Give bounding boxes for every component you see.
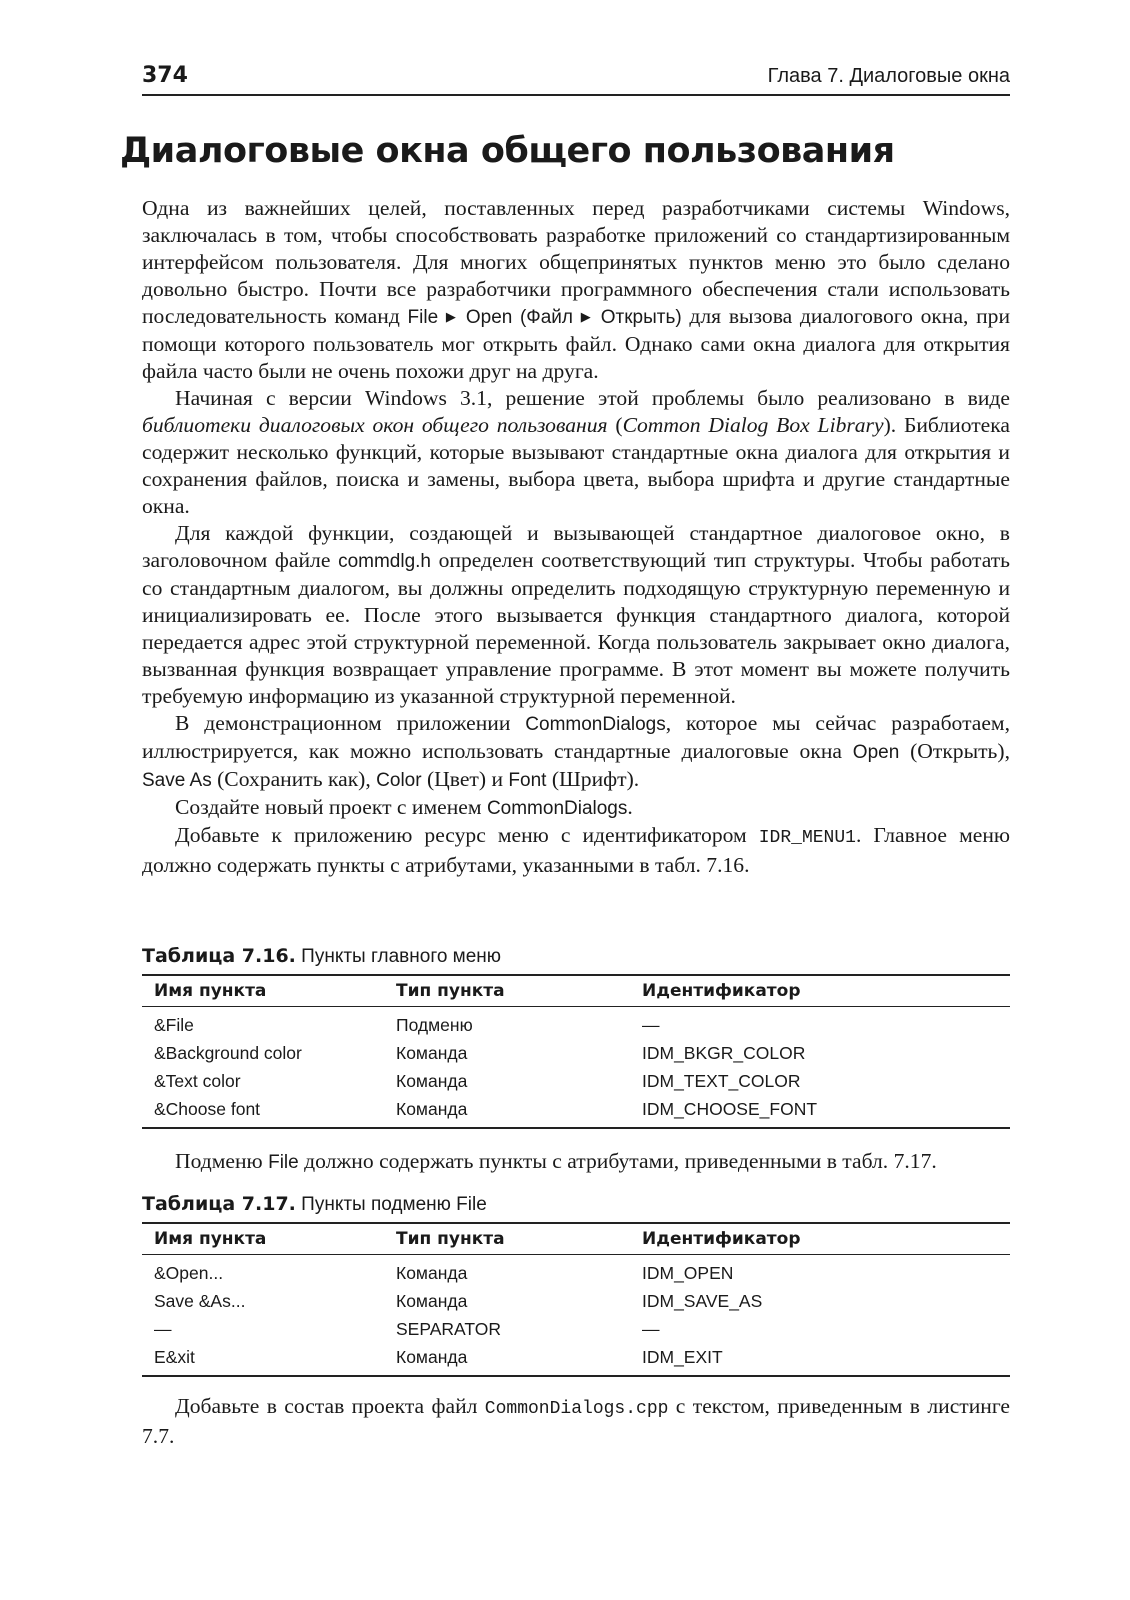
table-cell: Команда bbox=[384, 1343, 630, 1376]
text-run: . Главное меню должно содержать пункты с атрибутами, указанными в табл. 7.16. bbox=[142, 823, 1011, 877]
chapter-title: Глава 7. Диалоговые окна bbox=[767, 65, 1010, 87]
table-cell: IDM_BKGR_COLOR bbox=[642, 1042, 806, 1063]
table-cell: &Choose font bbox=[142, 1095, 384, 1128]
table-cell: &Open... bbox=[154, 1262, 224, 1283]
paragraph-demo-app bbox=[142, 710, 1010, 794]
text-run: (Сохранить как), bbox=[211, 767, 377, 791]
table-caption bbox=[142, 944, 501, 969]
table-cell: E&xit bbox=[142, 1343, 384, 1376]
text-run: Начиная с версии Windows 3.1, решение этой проблемы было реализовано в виде bbox=[175, 386, 1010, 410]
table-cell: Команда bbox=[384, 1095, 630, 1128]
table-cell: IDM_EXIT bbox=[630, 1343, 1010, 1376]
paragraph-common-dialog-library bbox=[142, 385, 1010, 520]
menu-id-code: IDR_MENU1 bbox=[758, 828, 856, 848]
table-caption-number: Таблица 7.17. bbox=[142, 1193, 296, 1215]
main-menu-table bbox=[142, 974, 1010, 1129]
paragraph-intro bbox=[142, 195, 1010, 385]
column-header: Тип пункта bbox=[384, 975, 630, 1007]
table-row bbox=[142, 1039, 1010, 1067]
table-cell: Команда bbox=[396, 1262, 468, 1283]
body-text bbox=[142, 195, 1010, 879]
column-header: Идентификатор bbox=[630, 1223, 1010, 1255]
paragraph-add-file bbox=[142, 1393, 1010, 1450]
body-text-final bbox=[142, 1393, 1010, 1450]
table-cell: — bbox=[642, 1318, 660, 1339]
text-run: ). Библиотека содержит несколько функций, которые вызывают стандартные окна диалога для открытия и сохранения файлов, поиска и замены, выбора цвета, выбора шрифта и другие стандартные окна. bbox=[142, 413, 1010, 518]
project-name-code: CommonDialogs bbox=[486, 798, 628, 819]
text-run: Добавьте к приложению ресурс меню с идентификатором bbox=[175, 823, 759, 847]
column-header: Имя пункта bbox=[142, 1223, 384, 1255]
text-run: Добавьте в состав проекта файл bbox=[175, 1394, 485, 1418]
text-run: (Открыть), bbox=[899, 739, 1010, 763]
text-run: (Шрифт). bbox=[546, 767, 640, 791]
arrow-right-icon: ▶ bbox=[445, 309, 459, 324]
text-run: В демонстрационном приложении bbox=[175, 711, 526, 735]
menu-open-code: Open bbox=[465, 307, 513, 328]
file-submenu-table bbox=[142, 1222, 1010, 1377]
text-run: . bbox=[627, 795, 633, 819]
dialog-open-code: Open bbox=[852, 742, 900, 763]
menu-open-ru-code: Открыть bbox=[600, 307, 676, 328]
table-cell: IDM_SAVE_AS bbox=[642, 1290, 763, 1311]
table-cell: — bbox=[154, 1318, 172, 1339]
table-cell: SEPARATOR bbox=[396, 1318, 502, 1339]
table-cell: Save &As... bbox=[154, 1290, 246, 1311]
text-run: для вызова диалогового окна, при помощи которого пользователь мог открыть файл. Однако сами окна диалога для открытия файла часто были не очень похожи друг на друга. bbox=[142, 304, 1011, 383]
paragraph-commdlg bbox=[142, 520, 1010, 710]
body-text-submenu bbox=[142, 1148, 1010, 1176]
menu-file-ru-code: Файл bbox=[526, 307, 574, 328]
table-cell: IDM_CHOOSE_FONT bbox=[630, 1095, 1010, 1128]
paragraph-add-menu bbox=[142, 822, 1010, 879]
table-cell: IDM_TEXT_COLOR bbox=[642, 1070, 801, 1091]
text-run: ) bbox=[675, 307, 682, 328]
table-caption-text: Пункты подменю File bbox=[295, 1194, 487, 1215]
text-run: ( bbox=[607, 413, 623, 437]
table-row bbox=[142, 1343, 1010, 1376]
submenu-file-code: File bbox=[268, 1152, 299, 1173]
table-cell: IDM_OPEN bbox=[642, 1262, 734, 1283]
table-caption-text: Пункты главного меню bbox=[295, 946, 502, 967]
dialog-font-code: Font bbox=[508, 770, 547, 791]
header-file-code: commdlg.h bbox=[338, 551, 431, 572]
table-cell: — bbox=[642, 1014, 660, 1035]
table-header-row bbox=[142, 975, 1010, 1007]
text-run: с текстом, приведенным в листинге 7.7. bbox=[142, 1394, 1010, 1448]
app-name-code: CommonDialogs bbox=[525, 714, 666, 735]
table-row bbox=[142, 1315, 1010, 1343]
table-cell: Команда bbox=[396, 1070, 468, 1091]
table-row bbox=[142, 1095, 1010, 1128]
source-file-code: CommonDialogs.cpp bbox=[484, 1399, 669, 1419]
paragraph-submenu-file bbox=[142, 1148, 1010, 1176]
dialog-saveas-code: Save As bbox=[142, 770, 212, 791]
text-run: (Цвет) и bbox=[421, 767, 509, 791]
table-cell: Команда bbox=[396, 1290, 468, 1311]
page-number: 374 bbox=[142, 63, 188, 88]
table-header-row bbox=[142, 1223, 1010, 1255]
table-cell: Команда bbox=[396, 1042, 468, 1063]
text-run: Для каждой функции, создающей и вызывающей стандартное диалоговое окно, в заголовочном файле bbox=[142, 521, 1010, 572]
table-caption bbox=[142, 1192, 487, 1217]
table-row bbox=[142, 1067, 1010, 1095]
table-caption-number: Таблица 7.16. bbox=[142, 945, 296, 967]
paragraph-create-project bbox=[142, 794, 1010, 822]
menu-file-code: File bbox=[407, 307, 439, 328]
table-cell: &Text color bbox=[154, 1070, 241, 1091]
text-run: определен соответствующий тип структуры. Чтобы работать со стандартным диалогом, вы должны определить подходящую структурную переменную и инициализировать ее. После этого вызывается функция стандартного диалога, которой передается адрес этой структурной переменной. Когда пользователь закрывает окно диалога, вызванная функция возвращает управление программе. В этот момент вы можете получить требуемую информацию из указанной структурной переменной. bbox=[142, 548, 1011, 708]
arrow-right-icon: ▶ bbox=[580, 309, 594, 324]
text-run: Создайте новый проект с именем bbox=[175, 795, 487, 819]
emphasis-term: библиотеки диалоговых окон общего пользования bbox=[142, 413, 608, 437]
column-header: Идентификатор bbox=[630, 975, 1010, 1007]
running-header bbox=[142, 62, 1010, 96]
text-run: должно содержать пункты с атрибутами, приведенными в табл. 7.17. bbox=[298, 1149, 937, 1173]
table-row bbox=[142, 1287, 1010, 1315]
text-run: ( bbox=[512, 307, 527, 328]
column-header: Тип пункта bbox=[384, 1223, 630, 1255]
text-run: , которое мы сейчас разработаем, иллюстрируется, как можно использовать стандартные диалоговые окна bbox=[142, 711, 1010, 763]
section-title: Диалоговые окна общего пользования bbox=[120, 131, 895, 171]
table-cell: Подменю bbox=[396, 1014, 473, 1035]
text-run: Подменю bbox=[175, 1149, 269, 1173]
text-run: Одна из важнейших целей, поставленных перед разработчиками системы Windows, заключалась в том, чтобы способствовать разработке приложений со стандартизированным интерфейсом пользователя. Для многих общепринятых пунктов меню это было сделано довольно быстро. Почти все разработчики программного обеспечения стали использовать последовательность команд bbox=[142, 196, 1010, 328]
column-header: Имя пункта bbox=[142, 975, 384, 1007]
table-row bbox=[142, 1255, 1010, 1288]
table-cell: &File bbox=[154, 1014, 194, 1035]
emphasis-term-en: Common Dialog Box Library bbox=[622, 413, 884, 437]
table-row bbox=[142, 1007, 1010, 1040]
table-cell: &Background color bbox=[154, 1042, 302, 1063]
dialog-color-code: Color bbox=[376, 770, 422, 791]
